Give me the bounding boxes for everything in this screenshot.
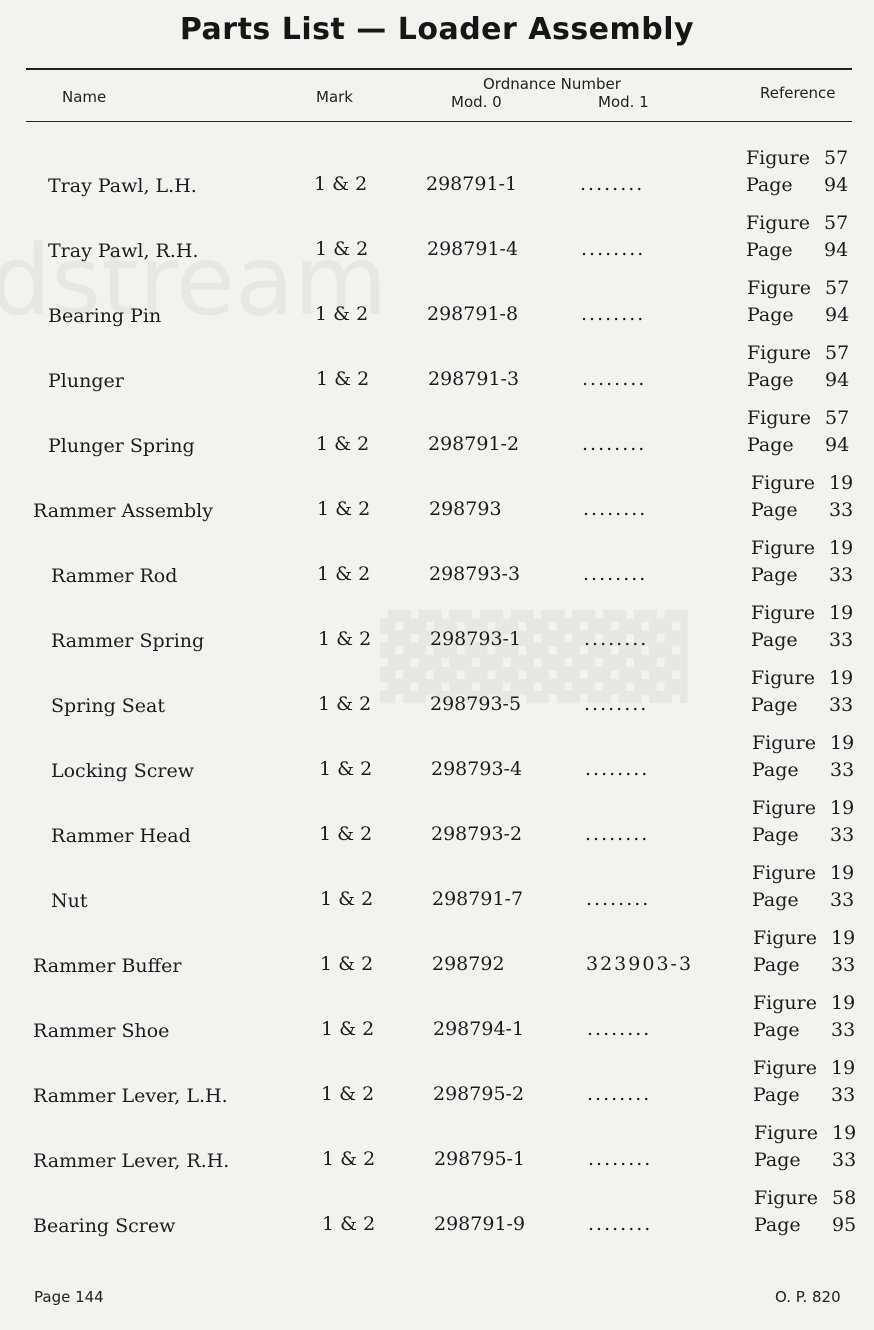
reference-page — [754, 1214, 857, 1236]
part-mark: 1 & 2 — [322, 1213, 376, 1235]
figure-number: 19 — [832, 1122, 857, 1144]
reference-page — [752, 824, 855, 846]
table-row — [0, 992, 874, 1056]
ordnance-mod1: ........ — [586, 888, 651, 910]
part-mark: 1 & 2 — [318, 693, 372, 715]
figure-label: Figure — [751, 667, 815, 689]
part-mark: 1 & 2 — [317, 498, 371, 520]
ordnance-mod1: ........ — [585, 758, 650, 780]
reference-figure — [747, 277, 850, 299]
page-number-ref: 94 — [825, 304, 850, 326]
page-number-ref: 33 — [829, 499, 854, 521]
part-name: Rammer Buffer — [33, 955, 182, 977]
page-label: Page — [754, 1214, 801, 1236]
reference-page — [753, 1084, 856, 1106]
table-row — [0, 667, 874, 731]
page-number-ref: 94 — [824, 174, 849, 196]
part-name: Rammer Head — [51, 825, 191, 847]
page-label: Page — [751, 694, 798, 716]
ordnance-mod0: 298792 — [432, 953, 505, 975]
page-label: Page — [746, 174, 793, 196]
ordnance-mod1: ........ — [588, 1148, 653, 1170]
ordnance-mod0: 298791-9 — [434, 1213, 526, 1235]
figure-number: 19 — [829, 602, 854, 624]
figure-number: 19 — [830, 732, 855, 754]
part-mark: 1 & 2 — [319, 758, 373, 780]
page-number-ref: 33 — [831, 1019, 856, 1041]
reference-page — [751, 499, 854, 521]
ordnance-mod0: 298793-2 — [431, 823, 523, 845]
ordnance-mod1: ........ — [587, 1018, 652, 1040]
page-label: Page — [752, 824, 799, 846]
header-top-rule — [26, 68, 852, 70]
figure-number: 19 — [830, 797, 855, 819]
table-row — [0, 147, 874, 211]
part-name: Rammer Assembly — [33, 500, 213, 522]
part-name: Rammer Lever, L.H. — [33, 1085, 228, 1107]
table-row — [0, 212, 874, 276]
ordnance-mod0: 298791-7 — [432, 888, 524, 910]
ordnance-mod0: 298791-1 — [426, 173, 518, 195]
figure-number: 57 — [824, 212, 849, 234]
reference-figure — [754, 1187, 857, 1209]
ordnance-mod0: 298795-1 — [434, 1148, 526, 1170]
document-code: O. P. 820 — [775, 1288, 841, 1306]
page-number-ref: 33 — [830, 759, 855, 781]
reference-figure — [751, 667, 854, 689]
part-name: Rammer Shoe — [33, 1020, 170, 1042]
ordnance-mod0: 298794-1 — [433, 1018, 525, 1040]
figure-label: Figure — [753, 927, 817, 949]
part-name: Plunger — [48, 370, 124, 392]
figure-label: Figure — [747, 407, 811, 429]
part-mark: 1 & 2 — [320, 953, 374, 975]
reference-page — [746, 239, 849, 261]
ordnance-mod1: ........ — [582, 368, 647, 390]
ordnance-mod0: 298791-3 — [428, 368, 520, 390]
part-name: Rammer Lever, R.H. — [33, 1150, 230, 1172]
page-label: Page — [752, 889, 799, 911]
part-name: Bearing Pin — [48, 305, 162, 327]
page-label: Page — [753, 954, 800, 976]
ordnance-mod1: ........ — [587, 1083, 652, 1105]
figure-number: 19 — [831, 992, 856, 1014]
table-row — [0, 862, 874, 926]
page-label: Page — [753, 1019, 800, 1041]
ordnance-mod0: 298793-4 — [431, 758, 523, 780]
ordnance-mod1: ........ — [580, 173, 645, 195]
part-name: Tray Pawl, L.H. — [48, 175, 197, 197]
figure-number: 19 — [830, 862, 855, 884]
part-mark: 1 & 2 — [321, 1083, 375, 1105]
reference-page — [754, 1149, 857, 1171]
page-label: Page — [751, 629, 798, 651]
page-number-ref: 94 — [824, 239, 849, 261]
reference-figure — [747, 342, 850, 364]
figure-label: Figure — [751, 537, 815, 559]
reference-page — [746, 174, 849, 196]
page-number-ref: 33 — [831, 954, 856, 976]
page-number-ref: 33 — [832, 1149, 857, 1171]
figure-number: 57 — [825, 342, 850, 364]
reference-figure — [747, 407, 850, 429]
figure-label: Figure — [752, 797, 816, 819]
figure-number: 58 — [832, 1187, 857, 1209]
page-number-ref: 33 — [829, 694, 854, 716]
part-mark: 1 & 2 — [319, 823, 373, 845]
part-mark: 1 & 2 — [322, 1148, 376, 1170]
figure-label: Figure — [754, 1187, 818, 1209]
table-row — [0, 602, 874, 666]
table-row — [0, 407, 874, 471]
ordnance-mod1: ........ — [581, 303, 646, 325]
table-row — [0, 1122, 874, 1186]
figure-number: 19 — [831, 1057, 856, 1079]
reference-page — [752, 759, 855, 781]
column-header-mod0: Mod. 0 — [451, 93, 502, 111]
column-header-mod1: Mod. 1 — [598, 93, 649, 111]
table-row — [0, 1057, 874, 1121]
page-number-ref: 33 — [831, 1084, 856, 1106]
reference-figure — [746, 147, 849, 169]
figure-label: Figure — [751, 472, 815, 494]
ordnance-mod1: ........ — [581, 238, 646, 260]
ordnance-mod1: ........ — [585, 823, 650, 845]
part-mark: 1 & 2 — [316, 368, 370, 390]
column-header-name: Name — [62, 88, 107, 106]
page-number-ref: 33 — [829, 564, 854, 586]
ordnance-mod1: ........ — [583, 498, 648, 520]
reference-figure — [752, 797, 855, 819]
reference-figure — [752, 862, 855, 884]
reference-page — [751, 629, 854, 651]
ordnance-mod1: ........ — [584, 693, 649, 715]
reference-figure — [754, 1122, 857, 1144]
ordnance-mod1: 323903-3 — [586, 953, 694, 975]
reference-page — [751, 564, 854, 586]
reference-figure — [753, 1057, 856, 1079]
ordnance-mod0: 298793-3 — [429, 563, 521, 585]
reference-figure — [751, 602, 854, 624]
figure-label: Figure — [751, 602, 815, 624]
ordnance-mod0: 298791-8 — [427, 303, 519, 325]
page-label: Page — [752, 759, 799, 781]
reference-page — [753, 954, 856, 976]
part-mark: 1 & 2 — [318, 628, 372, 650]
part-mark: 1 & 2 — [315, 238, 369, 260]
ordnance-mod0: 298795-2 — [433, 1083, 525, 1105]
ordnance-mod1: ........ — [588, 1213, 653, 1235]
figure-number: 57 — [825, 407, 850, 429]
reference-figure — [751, 472, 854, 494]
page-number-ref: 94 — [825, 434, 850, 456]
figure-label: Figure — [752, 862, 816, 884]
table-row — [0, 1187, 874, 1251]
figure-label: Figure — [747, 277, 811, 299]
ordnance-mod1: ........ — [582, 433, 647, 455]
column-header-ordnance-number: Ordnance Number — [483, 75, 621, 93]
ordnance-mod0: 298791-4 — [427, 238, 519, 260]
ordnance-mod0: 298791-2 — [428, 433, 520, 455]
part-name: Rammer Rod — [51, 565, 178, 587]
reference-figure — [751, 537, 854, 559]
page-label: Page — [751, 499, 798, 521]
table-row — [0, 797, 874, 861]
part-mark: 1 & 2 — [315, 303, 369, 325]
page-label: Page — [753, 1084, 800, 1106]
figure-number: 19 — [829, 472, 854, 494]
figure-number: 19 — [829, 537, 854, 559]
reference-page — [751, 694, 854, 716]
page-label: Page — [754, 1149, 801, 1171]
column-header-mark: Mark — [316, 88, 353, 106]
figure-number: 57 — [825, 277, 850, 299]
ordnance-mod0: 298793-5 — [430, 693, 522, 715]
figure-label: Figure — [746, 147, 810, 169]
part-mark: 1 & 2 — [316, 433, 370, 455]
page-number-ref: 95 — [832, 1214, 857, 1236]
table-row — [0, 732, 874, 796]
reference-figure — [753, 927, 856, 949]
part-mark: 1 & 2 — [320, 888, 374, 910]
reference-page — [753, 1019, 856, 1041]
page-number: Page 144 — [34, 1288, 104, 1306]
reference-page — [752, 889, 855, 911]
page-label: Page — [751, 564, 798, 586]
table-row — [0, 277, 874, 341]
figure-number: 19 — [831, 927, 856, 949]
ordnance-mod0: 298793-1 — [430, 628, 522, 650]
part-name: Plunger Spring — [48, 435, 195, 457]
page-number-ref: 33 — [829, 629, 854, 651]
reference-page — [747, 369, 850, 391]
column-header-reference: Reference — [760, 84, 836, 102]
part-mark: 1 & 2 — [317, 563, 371, 585]
part-mark: 1 & 2 — [314, 173, 368, 195]
reference-page — [747, 304, 850, 326]
figure-label: Figure — [752, 732, 816, 754]
reference-page — [747, 434, 850, 456]
ordnance-mod1: ........ — [583, 563, 648, 585]
ordnance-mod0: 298793 — [429, 498, 502, 520]
page-number-ref: 33 — [830, 889, 855, 911]
page-label: Page — [746, 239, 793, 261]
part-name: Spring Seat — [51, 695, 165, 717]
part-mark: 1 & 2 — [321, 1018, 375, 1040]
page-title: Parts List — Loader Assembly — [179, 12, 695, 47]
reference-figure — [752, 732, 855, 754]
page-number-ref: 33 — [830, 824, 855, 846]
part-name: Locking Screw — [51, 760, 194, 782]
ordnance-mod1: ........ — [584, 628, 649, 650]
table-row — [0, 537, 874, 601]
figure-label: Figure — [753, 992, 817, 1014]
part-name: Nut — [51, 890, 88, 912]
page-label: Page — [747, 434, 794, 456]
page-label: Page — [747, 369, 794, 391]
figure-label: Figure — [753, 1057, 817, 1079]
figure-label: Figure — [754, 1122, 818, 1144]
table-row — [0, 342, 874, 406]
header-bottom-rule — [26, 121, 852, 122]
figure-label: Figure — [746, 212, 810, 234]
reference-figure — [753, 992, 856, 1014]
figure-number: 57 — [824, 147, 849, 169]
part-name: Bearing Screw — [33, 1215, 176, 1237]
reference-figure — [746, 212, 849, 234]
table-row — [0, 927, 874, 991]
part-name: Rammer Spring — [51, 630, 205, 652]
page-label: Page — [747, 304, 794, 326]
part-name: Tray Pawl, R.H. — [48, 240, 199, 262]
figure-number: 19 — [829, 667, 854, 689]
page-number-ref: 94 — [825, 369, 850, 391]
table-row — [0, 472, 874, 536]
figure-label: Figure — [747, 342, 811, 364]
